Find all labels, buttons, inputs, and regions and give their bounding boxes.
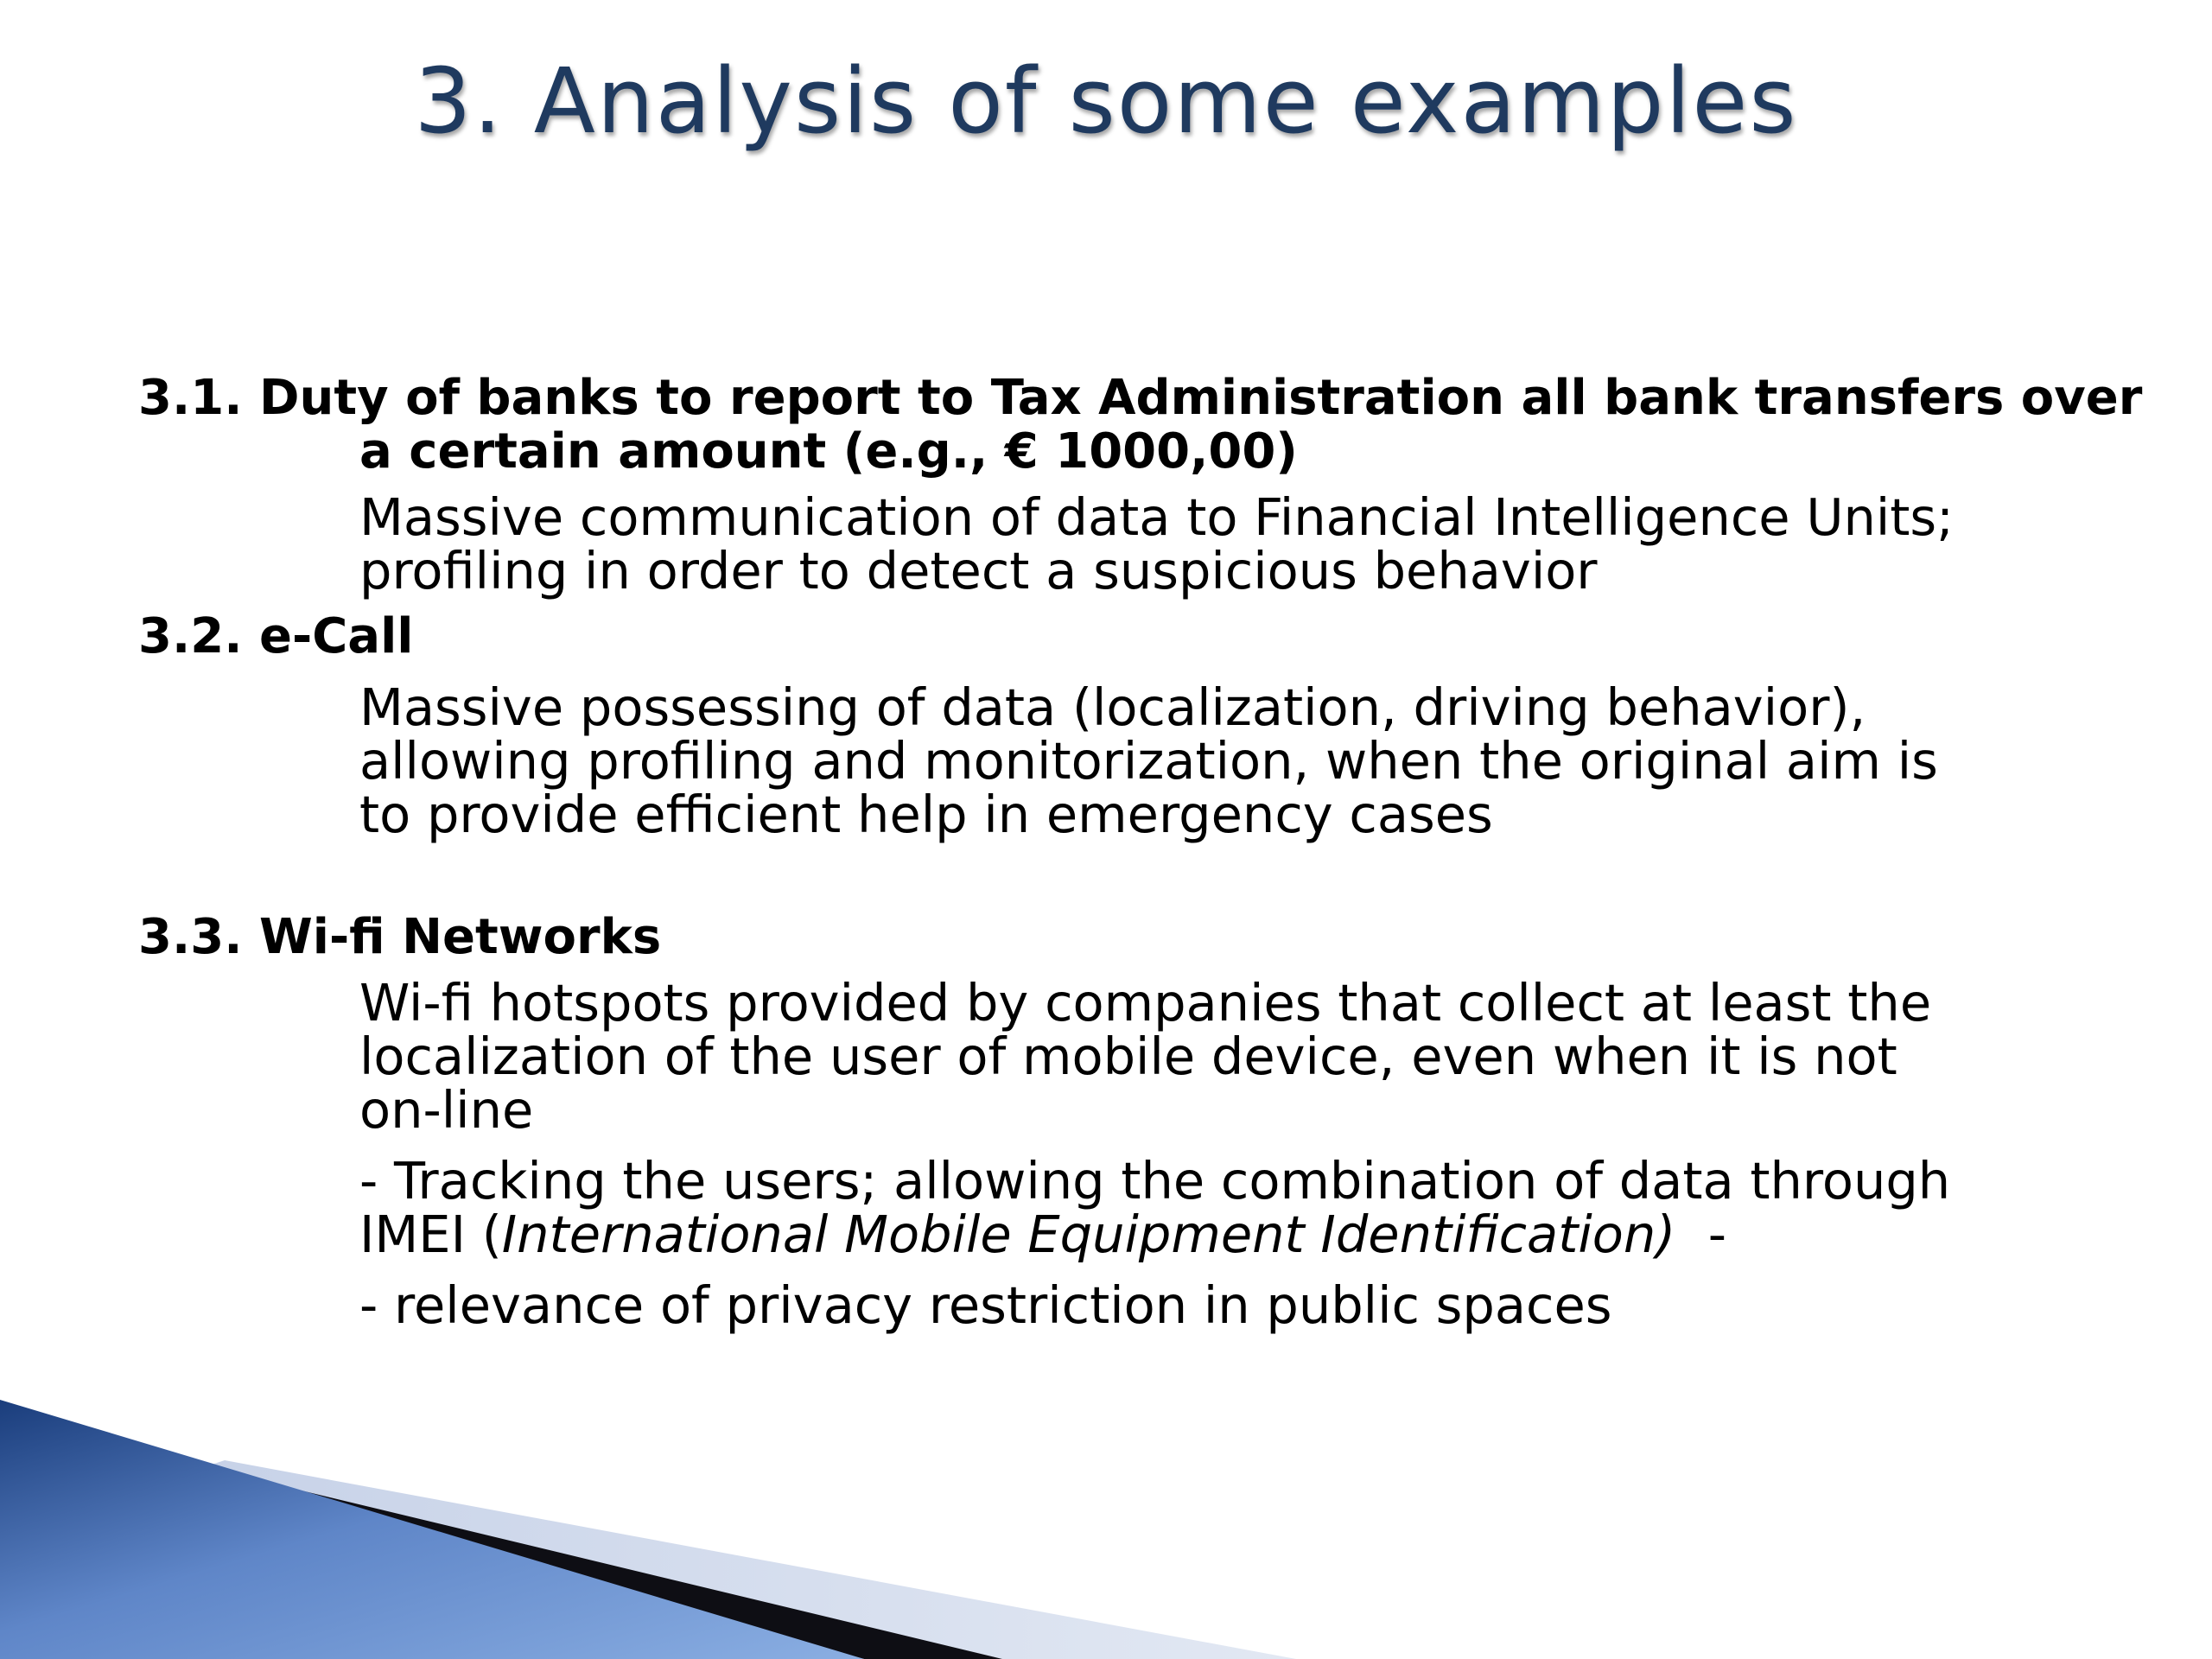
swoosh-dark-stripe: [86, 1443, 1002, 1659]
imei-expansion: International Mobile Equipment Identification): [501, 1205, 1676, 1264]
section-body-3-3: [138, 973, 2126, 1140]
body-line: Wi-fi hotspots provided by companies that collect at least the: [359, 973, 1932, 1033]
body-line: on-line: [359, 1080, 534, 1140]
swoosh-pale-band: [199, 1460, 1296, 1659]
section-body-3-1: [138, 487, 2126, 601]
body-line: allowing profiling and monitorization, when the original aim is: [359, 731, 1938, 791]
body-line: to provide efficient help in emergency cases: [359, 785, 1493, 844]
section-heading-3-1: [138, 370, 2143, 480]
heading-line: a certain amount (e.g., € 1000,00): [359, 423, 1298, 480]
swoosh-blue-fill: [0, 1400, 864, 1659]
body-line: Massive possessing of data (localization, driving behavior),: [359, 677, 1866, 737]
heading-line: 3.2. e-Call: [138, 608, 414, 664]
slide-title: 3. Analysis of some examples: [414, 48, 1798, 154]
imei-prefix: IMEI (: [359, 1205, 502, 1264]
body-line: localization of the user of mobile device, even when it is not: [359, 1027, 1897, 1086]
body-line: Massive communication of data to Financial Intelligence Units;: [359, 487, 1955, 547]
heading-line: 3.3. Wi-fi Networks: [138, 909, 662, 965]
imei-suffix: -: [1675, 1205, 1727, 1264]
section-heading-3-3: [138, 911, 2126, 964]
slide-content: [138, 370, 2143, 1335]
bullet-privacy: [138, 1275, 2126, 1335]
bullet-tracking: [138, 1151, 2126, 1264]
section-heading-3-2: [138, 610, 2126, 664]
body-line: - relevance of privacy restriction in public spaces: [359, 1275, 1612, 1335]
body-line: [359, 1205, 2126, 1264]
section-body-3-2: [138, 677, 2126, 844]
body-line: profiling in order to detect a suspicious behavior: [359, 541, 1598, 601]
heading-line: 3.1. Duty of banks to report to Tax Administration all bank transfers over: [138, 370, 2143, 426]
body-line: - Tracking the users; allowing the combination of data through: [359, 1151, 1951, 1211]
